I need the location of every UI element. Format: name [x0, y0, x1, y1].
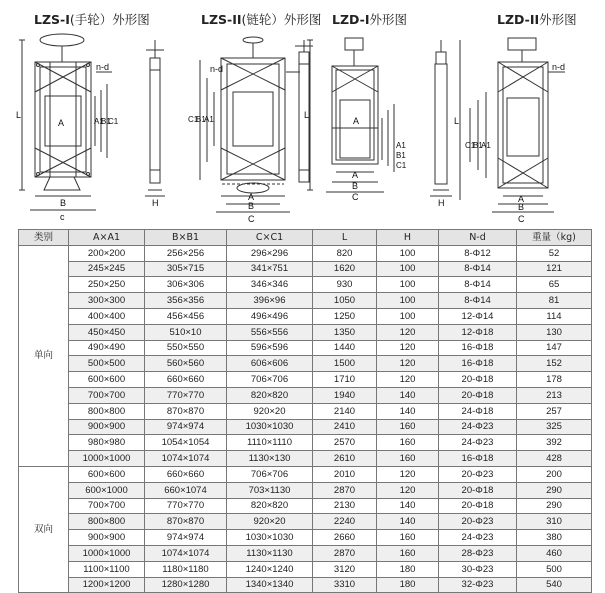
table-cell: 24-Φ18: [439, 403, 517, 419]
table-cell: 121: [517, 261, 592, 277]
dim-a-1: A: [58, 118, 65, 128]
table-cell: 16-Φ18: [439, 340, 517, 356]
table-cell: 213: [517, 387, 592, 403]
table-cell: 160: [377, 530, 439, 546]
table-cell: 24-Φ23: [439, 530, 517, 546]
table-cell: 140: [377, 498, 439, 514]
table-cell: 920×20: [227, 514, 313, 530]
table-cell: 130: [517, 324, 592, 340]
dim-a1-2: A1: [204, 115, 214, 124]
table-cell: 930: [313, 277, 377, 293]
table-row: [19, 577, 592, 593]
table-cell: 8-Φ14: [439, 277, 517, 293]
table-cell: 660×660: [145, 466, 227, 482]
table-row: [19, 277, 592, 293]
dim-b-1: B: [60, 198, 67, 208]
table-cell: 2870: [313, 545, 377, 561]
dim-c-3: C: [352, 192, 359, 202]
table-cell: 974×974: [145, 419, 227, 435]
table-cell: 490×490: [69, 340, 145, 356]
dim-a-4: A: [518, 194, 525, 204]
table-cell: 1000×1000: [69, 545, 145, 561]
dim-c-4: C: [518, 214, 525, 224]
table-cell: 600×600: [69, 372, 145, 388]
table-cell: 296×296: [227, 245, 313, 261]
table-cell: 700×700: [69, 498, 145, 514]
table-row: [19, 387, 592, 403]
table-cell: 140: [377, 387, 439, 403]
table-cell: 2410: [313, 419, 377, 435]
table-cell: 1074×1074: [145, 545, 227, 561]
dim-b-3: B: [352, 181, 359, 191]
table-cell: 140: [377, 403, 439, 419]
table-cell: 305×715: [145, 261, 227, 277]
table-cell: 550×550: [145, 340, 227, 356]
table-cell: 556×556: [227, 324, 313, 340]
table-cell: 1440: [313, 340, 377, 356]
table-cell: 2660: [313, 530, 377, 546]
table-cell: 160: [377, 545, 439, 561]
table-cell: 1280×1280: [145, 577, 227, 593]
nd-label-2: n-d: [210, 64, 224, 74]
table-cell: 16-Φ18: [439, 356, 517, 372]
header-weight: 重量（kg): [517, 230, 592, 246]
category-cell: 单向: [19, 245, 69, 466]
table-cell: 24-Φ23: [439, 435, 517, 451]
table-row: [19, 530, 592, 546]
table-cell: 100: [377, 308, 439, 324]
table-cell: 114: [517, 308, 592, 324]
table-cell: 496×496: [227, 308, 313, 324]
outline-drawing-svg: [0, 0, 605, 226]
table-cell: 770×770: [145, 387, 227, 403]
table-row: [19, 482, 592, 498]
table-cell: 600×1000: [69, 482, 145, 498]
nd-label-4: n-d: [552, 62, 566, 72]
table-cell: 770×770: [145, 498, 227, 514]
table-cell: 974×974: [145, 530, 227, 546]
table-cell: 800×800: [69, 514, 145, 530]
table-cell: 3310: [313, 577, 377, 593]
dim-c1-3: C1: [396, 161, 407, 170]
table-cell: 1074×1074: [145, 451, 227, 467]
table-cell: 120: [377, 356, 439, 372]
table-row: [19, 419, 592, 435]
table-cell: 28-Φ23: [439, 545, 517, 561]
table-cell: 300×300: [69, 293, 145, 309]
table-cell: 660×660: [145, 372, 227, 388]
table-cell: 152: [517, 356, 592, 372]
table-cell: 2140: [313, 403, 377, 419]
table-cell: 1500: [313, 356, 377, 372]
table-cell: 32-Φ23: [439, 577, 517, 593]
table-cell: 1620: [313, 261, 377, 277]
table-cell: 870×870: [145, 403, 227, 419]
table-cell: 120: [377, 324, 439, 340]
table-cell: 160: [377, 419, 439, 435]
table-cell: 257: [517, 403, 592, 419]
header-b-b1: B×B1: [145, 230, 227, 246]
dim-c1-1: C1: [108, 117, 119, 126]
table-cell: 2610: [313, 451, 377, 467]
dim-a1-4: A1: [481, 141, 491, 150]
table-cell: 12-Φ18: [439, 324, 517, 340]
table-row: [19, 340, 592, 356]
table-cell: 250×250: [69, 277, 145, 293]
table-cell: 820×820: [227, 387, 313, 403]
table-cell: 1340×1340: [227, 577, 313, 593]
dim-b1-4: B1: [473, 141, 483, 150]
table-row: [19, 356, 592, 372]
dim-b1-2: B1: [196, 115, 206, 124]
table-cell: 392: [517, 435, 592, 451]
dim-a1-3: A1: [396, 141, 406, 150]
dim-a-3-inner: A: [353, 116, 360, 126]
table-cell: 396×96: [227, 293, 313, 309]
table-cell: 820×820: [227, 498, 313, 514]
table-cell: 52: [517, 245, 592, 261]
table-cell: 510×10: [145, 324, 227, 340]
table-cell: 200: [517, 466, 592, 482]
table-cell: 20-Φ18: [439, 482, 517, 498]
dim-b-4: B: [518, 202, 525, 212]
table-cell: 306×306: [145, 277, 227, 293]
table-cell: 24-Φ23: [439, 419, 517, 435]
table-cell: 706×706: [227, 466, 313, 482]
table-cell: 65: [517, 277, 592, 293]
outline-drawings: [0, 0, 605, 226]
table-cell: 1180×1180: [145, 561, 227, 577]
table-cell: 8-Φ14: [439, 293, 517, 309]
table-cell: 245×245: [69, 261, 145, 277]
dim-a-2: A: [248, 192, 255, 202]
table-cell: 356×356: [145, 293, 227, 309]
table-cell: 341×751: [227, 261, 313, 277]
table-row: [19, 561, 592, 577]
table-row: [19, 545, 592, 561]
table-cell: 380: [517, 530, 592, 546]
table-cell: 900×900: [69, 419, 145, 435]
table-cell: 900×900: [69, 530, 145, 546]
table-cell: 2010: [313, 466, 377, 482]
dim-a1-1: A1: [94, 117, 104, 126]
table-cell: 160: [377, 451, 439, 467]
table-cell: 290: [517, 498, 592, 514]
table-cell: 120: [377, 340, 439, 356]
table-cell: 400×400: [69, 308, 145, 324]
table-row: [19, 261, 592, 277]
table-cell: 460: [517, 545, 592, 561]
table-row: [19, 245, 592, 261]
table-cell: 1030×1030: [227, 530, 313, 546]
table-cell: 1940: [313, 387, 377, 403]
lzd1-front-view: [307, 38, 394, 192]
table-cell: 180: [377, 561, 439, 577]
table-cell: 540: [517, 577, 592, 593]
table-cell: 500: [517, 561, 592, 577]
table-cell: 310: [517, 514, 592, 530]
caption-lzd-2: LZD-II外形图: [497, 12, 577, 27]
table-cell: 200×200: [69, 245, 145, 261]
table-cell: 120: [377, 466, 439, 482]
caption-lzs-1: LZS-I(手轮）外形图: [34, 12, 150, 27]
table-header-row: [19, 230, 592, 246]
table-cell: 660×1074: [145, 482, 227, 498]
table-row: [19, 498, 592, 514]
table-cell: 120: [377, 482, 439, 498]
table-cell: 20-Φ18: [439, 498, 517, 514]
table-cell: 703×1130: [227, 482, 313, 498]
table-row: [19, 514, 592, 530]
table-cell: 1130×1130: [227, 545, 313, 561]
table-row: [19, 403, 592, 419]
nd-label-1: n-d: [96, 62, 110, 72]
table-cell: 178: [517, 372, 592, 388]
table-cell: 1250: [313, 308, 377, 324]
spec-table: [18, 229, 592, 593]
dim-b1-1: B1: [101, 117, 111, 126]
table-cell: 160: [377, 435, 439, 451]
table-cell: 500×500: [69, 356, 145, 372]
table-cell: 1030×1030: [227, 419, 313, 435]
table-cell: 706×706: [227, 372, 313, 388]
table-cell: 428: [517, 451, 592, 467]
table-cell: 20-Φ18: [439, 372, 517, 388]
table-cell: 2870: [313, 482, 377, 498]
table-cell: 606×606: [227, 356, 313, 372]
table-row: [19, 466, 592, 482]
table-row: [19, 372, 592, 388]
table-cell: 100: [377, 261, 439, 277]
header-c-c1: C×C1: [227, 230, 313, 246]
table-cell: 700×700: [69, 387, 145, 403]
table-cell: 980×980: [69, 435, 145, 451]
table-cell: 2130: [313, 498, 377, 514]
table-cell: 1054×1054: [145, 435, 227, 451]
header-h: H: [377, 230, 439, 246]
header-n-d: N-d: [439, 230, 517, 246]
table-cell: 30-Φ23: [439, 561, 517, 577]
table-row: [19, 293, 592, 309]
lzd1-side-view: [430, 40, 452, 196]
table-cell: 100: [377, 293, 439, 309]
table-cell: 1050: [313, 293, 377, 309]
table-cell: 560×560: [145, 356, 227, 372]
header-l: L: [313, 230, 377, 246]
table-cell: 346×346: [227, 277, 313, 293]
dim-l-4: L: [454, 116, 460, 126]
table-body: [19, 245, 592, 593]
table-cell: 140: [377, 514, 439, 530]
caption-lzd-1: LZD-I外形图: [332, 12, 407, 27]
table-cell: 100: [377, 245, 439, 261]
table-cell: 800×800: [69, 403, 145, 419]
table-row: [19, 451, 592, 467]
table-cell: 100: [377, 277, 439, 293]
table-cell: 81: [517, 293, 592, 309]
lzd2-front-view: [460, 38, 565, 212]
table-cell: 450×450: [69, 324, 145, 340]
table-cell: 325: [517, 419, 592, 435]
dim-l-1: L: [16, 110, 22, 120]
table-cell: 20-Φ18: [439, 387, 517, 403]
table-cell: 596×596: [227, 340, 313, 356]
header-a-a1: A×A1: [69, 230, 145, 246]
table-cell: 20-Φ23: [439, 514, 517, 530]
table-row: [19, 308, 592, 324]
table-cell: 8-Φ12: [439, 245, 517, 261]
dim-c-lower-1: c: [60, 212, 65, 222]
table-cell: 920×20: [227, 403, 313, 419]
table-cell: 600×600: [69, 466, 145, 482]
table-cell: 20-Φ23: [439, 466, 517, 482]
lzs1-side-view: [145, 40, 165, 196]
table-cell: 1110×1110: [227, 435, 313, 451]
table-cell: 3120: [313, 561, 377, 577]
table-cell: 16-Φ18: [439, 451, 517, 467]
dim-b-2: B: [248, 201, 255, 211]
dim-h-3: H: [438, 198, 445, 208]
dim-c1-4: C1: [465, 141, 476, 150]
header-category: 类别: [19, 230, 69, 246]
table-cell: 1200×1200: [69, 577, 145, 593]
table-cell: 1130×130: [227, 451, 313, 467]
table-cell: 1240×1240: [227, 561, 313, 577]
table-cell: 180: [377, 577, 439, 593]
table-row: [19, 324, 592, 340]
table-cell: 2240: [313, 514, 377, 530]
table-cell: 256×256: [145, 245, 227, 261]
table-cell: 456×456: [145, 308, 227, 324]
dim-a-3: A: [352, 170, 359, 180]
table-cell: 1350: [313, 324, 377, 340]
table-cell: 820: [313, 245, 377, 261]
table-cell: 1000×1000: [69, 451, 145, 467]
table-cell: 120: [377, 372, 439, 388]
table-cell: 870×870: [145, 514, 227, 530]
dim-c1-2: C1: [188, 115, 199, 124]
table-cell: 1710: [313, 372, 377, 388]
dim-c-2: C: [248, 214, 255, 224]
caption-lzs-2: LZS-II(链轮）外形图: [201, 12, 322, 27]
table-cell: 12-Φ14: [439, 308, 517, 324]
table-row: [19, 435, 592, 451]
dim-b1-3: B1: [396, 151, 406, 160]
table-cell: 147: [517, 340, 592, 356]
dim-l-3: L: [304, 110, 310, 120]
category-cell: 双向: [19, 466, 69, 592]
table-cell: 290: [517, 482, 592, 498]
table-cell: 1100×1100: [69, 561, 145, 577]
dim-h-1: H: [152, 198, 159, 208]
table-cell: 2570: [313, 435, 377, 451]
table-cell: 8-Φ14: [439, 261, 517, 277]
